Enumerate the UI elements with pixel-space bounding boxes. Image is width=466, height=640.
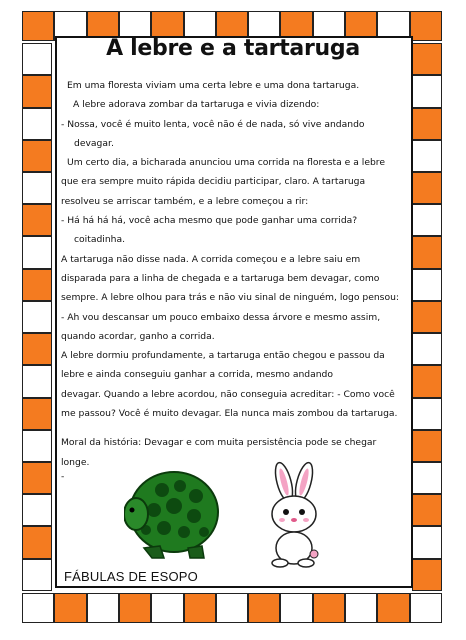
border-square: [22, 269, 52, 301]
border-square: [54, 593, 86, 623]
border-square: [412, 236, 442, 268]
border-square: [412, 108, 442, 140]
border-square: [412, 301, 442, 333]
border-square: [119, 593, 151, 623]
border-square: [22, 593, 54, 623]
border-square: [412, 430, 442, 462]
border-square: [22, 204, 52, 236]
story-line: - Há há há há, você acha mesmo que pode ganhar uma corrida?: [61, 215, 358, 227]
border-square: [22, 172, 52, 204]
moral-line: Moral da história: Devagar e com muita persistência pode se chegar: [61, 437, 377, 449]
story-line: me passou? Você é muito devagar. Ela nunca mais zombou da tartaruga.: [61, 408, 398, 420]
story-line: sempre. A lebre olhou para trás e não viu sinal de ninguém, logo pensou:: [61, 292, 399, 304]
rabbit-illustration: [256, 460, 336, 570]
border-square: [412, 269, 442, 301]
border-square: [22, 301, 52, 333]
border-square: [313, 593, 345, 623]
border-square: [412, 140, 442, 172]
story-line: Em uma floresta viviam uma certa lebre e uma dona tartaruga.: [67, 80, 360, 91]
border-square: [412, 559, 442, 591]
story-line: - Ah vou descansar um pouco embaixo dessa árvore e mesmo assim,: [61, 311, 381, 323]
border-square: [22, 365, 52, 397]
story-line: A lebre adorava zombar da tartaruga e vivia dizendo:: [73, 99, 320, 111]
border-square: [345, 593, 377, 623]
border-square: [22, 333, 52, 365]
border-square: [280, 593, 312, 623]
footer-source: FÁBULAS DE ESOPO: [64, 569, 198, 584]
border-square: [22, 75, 52, 107]
border-square: [412, 526, 442, 558]
story-line: - Nossa, você é muito lenta, você não é de nada, só vive andando: [61, 118, 365, 130]
border-square: [248, 593, 280, 623]
border-square: [87, 593, 119, 623]
border-square: [22, 559, 52, 591]
story-line: A tartaruga não disse nada. A corrida começou e a lebre saiu em: [61, 253, 361, 265]
story-line: A lebre dormiu profundamente, a tartaruga então chegou e passou da: [61, 350, 385, 362]
page-title: A lebre e a tartaruga: [106, 36, 360, 61]
border-square: [412, 333, 442, 365]
story-line: Um certo dia, a bicharada anunciou uma corrida na floresta e a lebre: [67, 157, 386, 169]
border-square: [184, 593, 216, 623]
border-square: [216, 593, 248, 623]
border-square: [151, 593, 183, 623]
turtle-illustration: [124, 460, 224, 560]
border-square: [22, 430, 52, 462]
border-square: [412, 204, 442, 236]
border-square: [412, 398, 442, 430]
story-line: lebre e ainda conseguiu ganhar a corrida, mesmo andando: [61, 369, 334, 381]
border-square: [22, 398, 52, 430]
story-line: devagar. Quando a lebre acordou, não conseguia acreditar: - Como você: [61, 388, 395, 400]
border-square: [22, 236, 52, 268]
border-square: [412, 172, 442, 204]
border-square: [412, 494, 442, 526]
moral-line: longe.: [61, 456, 90, 468]
story-line: que era sempre muito rápida decidiu participar, claro. A tartaruga: [61, 176, 366, 188]
border-square: [22, 494, 52, 526]
story-line: -: [61, 470, 65, 482]
border-square: [412, 365, 442, 397]
border-square: [22, 526, 52, 558]
border-square: [22, 140, 52, 172]
border-square: [412, 75, 442, 107]
story-line: devagar.: [74, 137, 114, 149]
story-line: coitadinha.: [74, 234, 126, 246]
border-square: [412, 462, 442, 494]
story-line: resolveu se arriscar também, e a lebre começou a rir:: [61, 195, 309, 207]
story-line: disparada para a linha de chegada e a tartaruga bem devagar, como: [61, 272, 380, 284]
border-square: [22, 462, 52, 494]
story-line: quando acordar, ganho a corrida.: [61, 330, 215, 342]
story-text: [61, 76, 411, 482]
border-square: [22, 108, 52, 140]
border-square: [377, 593, 409, 623]
border-square: [410, 593, 442, 623]
